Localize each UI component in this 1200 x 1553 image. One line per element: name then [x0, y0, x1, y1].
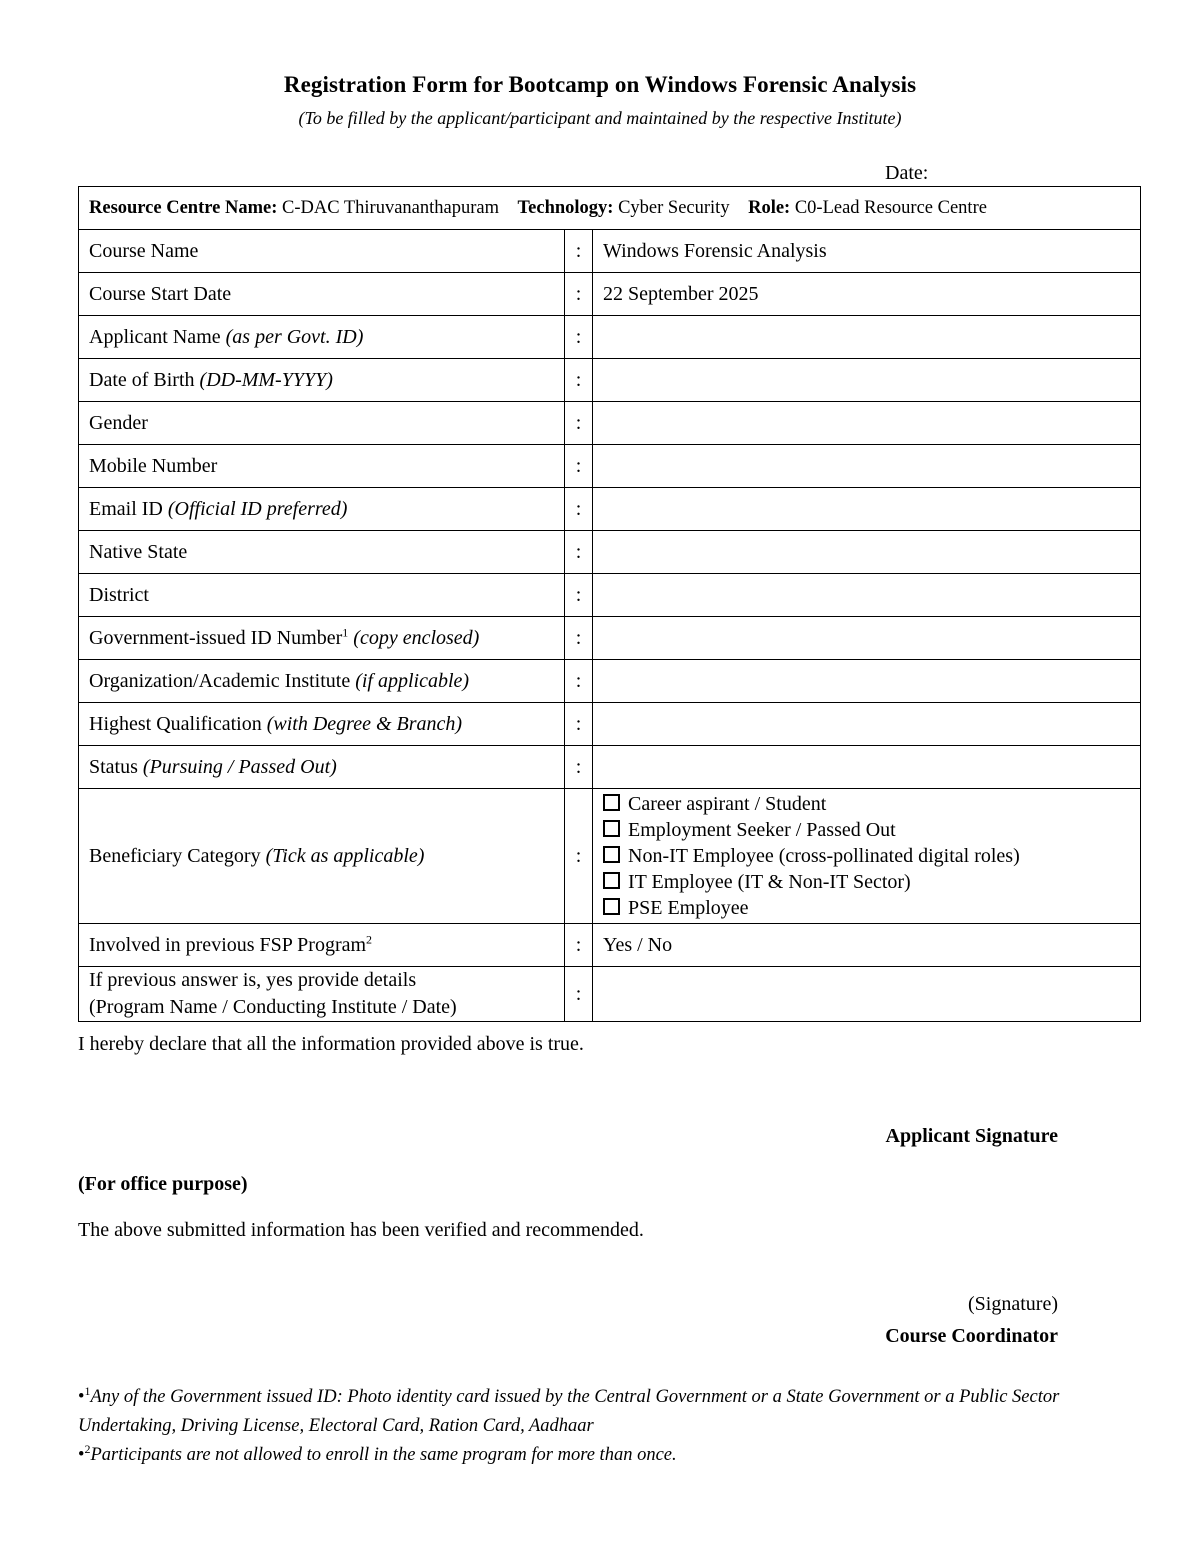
row-colon: : [565, 924, 593, 967]
header-row [79, 187, 1141, 230]
row-label: Course Name [79, 230, 565, 273]
signature-label: (Signature) [968, 1293, 1058, 1315]
row-label: Mobile Number [79, 445, 565, 488]
row-label: Government-issued ID Number$^1$ (copy enclosed) [79, 617, 565, 660]
email-field[interactable] [593, 488, 1141, 531]
row-colon: : [565, 488, 593, 531]
organization-field[interactable] [593, 660, 1141, 703]
role-value: C0-Lead Resource Centre [794, 198, 987, 218]
beneficiary-row [79, 789, 1141, 924]
table-row [79, 746, 1141, 789]
office-purpose-heading: (For office purpose) [78, 1173, 248, 1195]
govt-id-field[interactable] [593, 617, 1141, 660]
beneficiary-options [593, 789, 1141, 924]
course-start-date-value[interactable]: 22 September 2025 [593, 273, 1141, 316]
table-row [79, 488, 1141, 531]
checkbox-icon[interactable] [603, 820, 620, 837]
row-colon: : [565, 402, 593, 445]
row-label: Beneficiary Category (Tick as applicable) [79, 789, 565, 924]
row-colon: : [565, 445, 593, 488]
rc-value: C-DAC Thiruvananthapuram [282, 198, 499, 218]
previous-details-field[interactable] [593, 967, 1141, 1022]
form-subtitle: (To be filled by the applicant/participant and maintained by the respective Institute) [298, 108, 902, 128]
role-label: Role: [748, 198, 791, 218]
qualification-field[interactable] [593, 703, 1141, 746]
table-row [79, 617, 1141, 660]
row-colon: : [565, 531, 593, 574]
table-row [79, 703, 1141, 746]
row-label: If previous answer is, yes provide details (Program Name / Conducting Institute / Date) [79, 967, 565, 1022]
verified-text: The above submitted information has been verified and recommended. [78, 1219, 644, 1241]
row-colon: : [565, 789, 593, 924]
registration-table [78, 186, 1141, 1022]
date-label: Date: [885, 162, 929, 184]
row-colon: : [565, 967, 593, 1022]
row-label: Email ID (Official ID preferred) [79, 488, 565, 531]
header-cell [79, 187, 1141, 230]
rc-label: Resource Centre Name: [89, 198, 278, 218]
row-label: Status (Pursuing / Passed Out) [79, 746, 565, 789]
beneficiary-option[interactable]: Non-IT Employee (cross-pollinated digital roles) [603, 843, 1130, 869]
row-label: Gender [79, 402, 565, 445]
native-state-field[interactable] [593, 531, 1141, 574]
form-title: Registration Form for Bootcamp on Windows Forensic Analysis [283, 72, 917, 97]
status-field[interactable] [593, 746, 1141, 789]
row-label: Applicant Name (as per Govt. ID) [79, 316, 565, 359]
fsp-yes-no-field[interactable]: Yes / No [593, 924, 1141, 967]
beneficiary-option[interactable]: Career aspirant / Student [603, 791, 1130, 817]
checkbox-icon[interactable] [603, 846, 620, 863]
mobile-field[interactable] [593, 445, 1141, 488]
gender-field[interactable] [593, 402, 1141, 445]
applicant-signature-label: Applicant Signature [885, 1125, 1058, 1147]
table-row [79, 402, 1141, 445]
beneficiary-option[interactable]: Employment Seeker / Passed Out [603, 817, 1130, 843]
row-colon: : [565, 574, 593, 617]
fsp-row [79, 924, 1141, 967]
checkbox-icon[interactable] [603, 794, 620, 811]
footnote-mark: 2 [366, 932, 373, 947]
table-row [79, 230, 1141, 273]
course-name-value[interactable]: Windows Forensic Analysis [593, 230, 1141, 273]
table-row [79, 445, 1141, 488]
row-colon: : [565, 273, 593, 316]
tech-label: Technology: [517, 198, 614, 218]
dob-field[interactable] [593, 359, 1141, 402]
row-label: Highest Qualification (with Degree & Branch) [79, 703, 565, 746]
declaration-text: I hereby declare that all the information provided above is true. [78, 1033, 584, 1055]
row-colon: : [565, 230, 593, 273]
row-label: Native State [79, 531, 565, 574]
row-colon: : [565, 660, 593, 703]
row-colon: : [565, 617, 593, 660]
table-row [79, 359, 1141, 402]
row-colon: : [565, 359, 593, 402]
table-row [79, 660, 1141, 703]
table-row [79, 574, 1141, 617]
tech-value: Cyber Security [618, 198, 730, 218]
checkbox-icon[interactable] [603, 872, 620, 889]
checkbox-icon[interactable] [603, 898, 620, 915]
table-row [79, 316, 1141, 359]
row-label: Involved in previous FSP Program$^2$ [79, 924, 565, 967]
beneficiary-option[interactable]: IT Employee (IT & Non-IT Sector) [603, 869, 1130, 895]
row-colon: : [565, 746, 593, 789]
applicant-name-field[interactable] [593, 316, 1141, 359]
row-colon: : [565, 703, 593, 746]
footnote-1: •$^1$Any of the Government issued ID: Photo identity card issued by the Central Government or a State Government or a Public Sector Undertaking, Driving License, Electoral Card, Ration Card, Aadhaar [78, 1383, 1060, 1436]
district-field[interactable] [593, 574, 1141, 617]
row-label: Course Start Date [79, 273, 565, 316]
table-row [79, 273, 1141, 316]
table-row [79, 531, 1141, 574]
row-label: District [79, 574, 565, 617]
beneficiary-option[interactable]: PSE Employee [603, 895, 1130, 921]
previous-details-row [79, 967, 1141, 1022]
course-coordinator-label: Course Coordinator [885, 1325, 1058, 1347]
row-colon: : [565, 316, 593, 359]
row-label: Organization/Academic Institute (if applicable) [79, 660, 565, 703]
footnote-mark: 1 [342, 625, 349, 640]
footnote-2: •$^2$Participants are not allowed to enroll in the same program for more than once. [78, 1441, 677, 1465]
row-label: Date of Birth (DD-MM-YYYY) [79, 359, 565, 402]
